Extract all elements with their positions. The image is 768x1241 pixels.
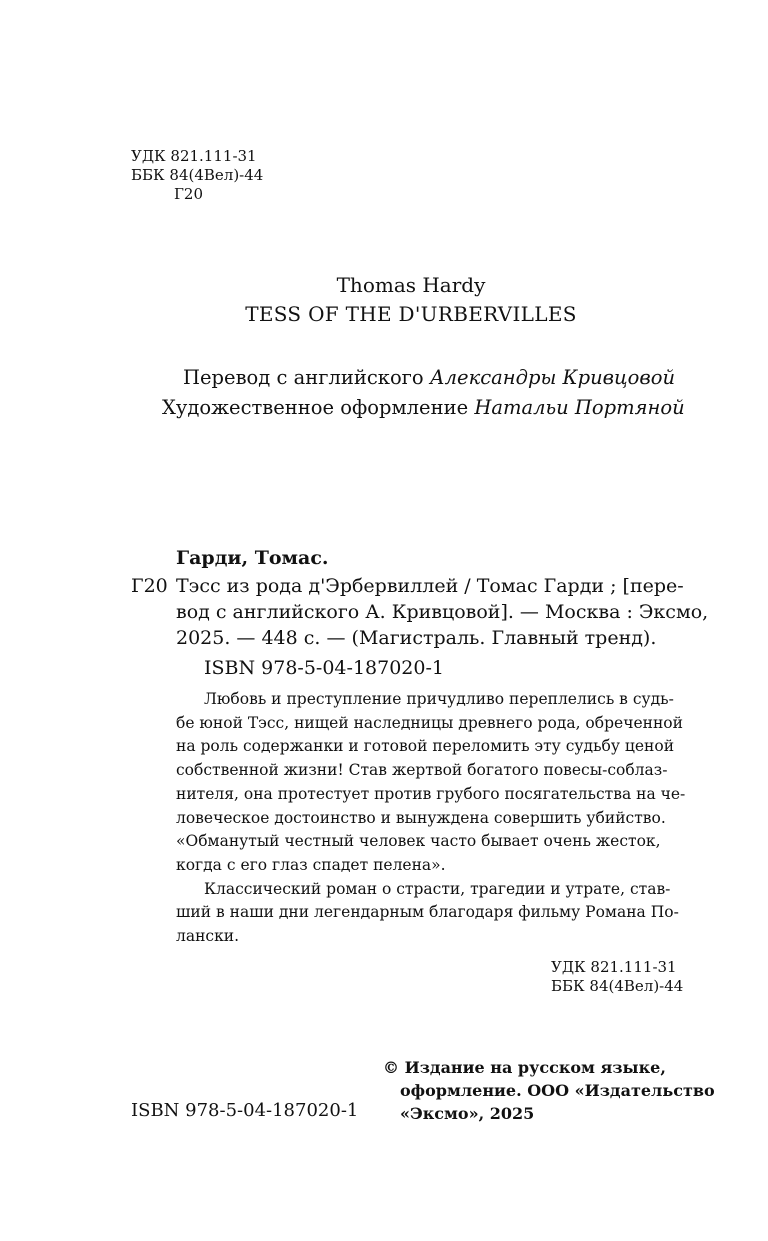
design-credit [162,393,685,423]
description-line: 2025. — 448 с. — (Магистраль. Главный тренд). [176,627,657,649]
copyright-line: «Эксмо», 2025 [400,1104,535,1123]
abstract-line: собственной жизни! Став жертвой богатого повесы-соблаз- [176,761,668,780]
abstract-line: «Обманутый честный человек часто бывает очень жесток, [176,832,661,851]
classification-codes-top [131,147,263,185]
translator-name: Александры Кривцовой [429,366,676,389]
book-abstract [176,688,691,949]
bibliographic-isbn: ISBN 978-5-04-187020-1 [204,657,444,679]
designer-name: Натальи Портяной [474,396,685,419]
abstract-line: Классический роман о страсти, трагедии и утрате, став- [204,879,671,898]
original-title: TESS OF THE D'URBERVILLES [245,302,577,326]
original-author: Thomas Hardy [336,273,486,297]
abstract-line: на роль содержанки и готовой переломить эту судьбу ценой [176,737,675,756]
abstract-line: ший в наши дни легендарным благодаря фильму Романа По- [176,903,679,922]
classification-codes-bottom [551,958,683,996]
translation-label: Перевод с английского [183,366,430,389]
bbk-code: ББК 84(4Вел)-44 [131,166,264,184]
abstract-line: когда с его глаз спадет пелена». [176,855,446,874]
bibliographic-description [176,573,709,651]
copyright-line: оформление. ООО «Издательство [400,1081,715,1100]
translation-credit [183,363,675,393]
bbk-code: ББК 84(4Вел)-44 [551,977,684,995]
bibliographic-author-heading: Гарди, Томас. [176,547,329,569]
author-sign: Г20 [174,185,204,203]
abstract-line: лански. [176,927,240,946]
design-label: Художественное оформление [162,396,475,419]
footer-isbn: ISBN 978-5-04-187020-1 [131,1100,359,1121]
udk-code: УДК 821.111-31 [551,958,677,976]
description-line: Тэсс из рода д'Эрбервиллей / Томас Гарди ; [пере- [176,575,684,597]
abstract-line: Любовь и преступление причудливо переплелись в судь- [204,690,674,708]
udk-code: УДК 821.111-31 [131,147,257,165]
description-line: вод с английского А. Кривцовой]. — Москва : Эксмо, [176,601,709,623]
abstract-line: ловеческое достоинство и вынуждена совершить убийство. [176,808,666,827]
abstract-line: нителя, она протестует против грубого посягательства на че- [176,784,686,803]
copyright-notice [383,1056,715,1125]
bibliographic-index: Г20 [131,575,168,597]
abstract-line: бе юной Тэсс, нищей наследницы древнего рода, обреченной [176,713,683,732]
copyright-line: © Издание на русском языке, [383,1058,666,1077]
